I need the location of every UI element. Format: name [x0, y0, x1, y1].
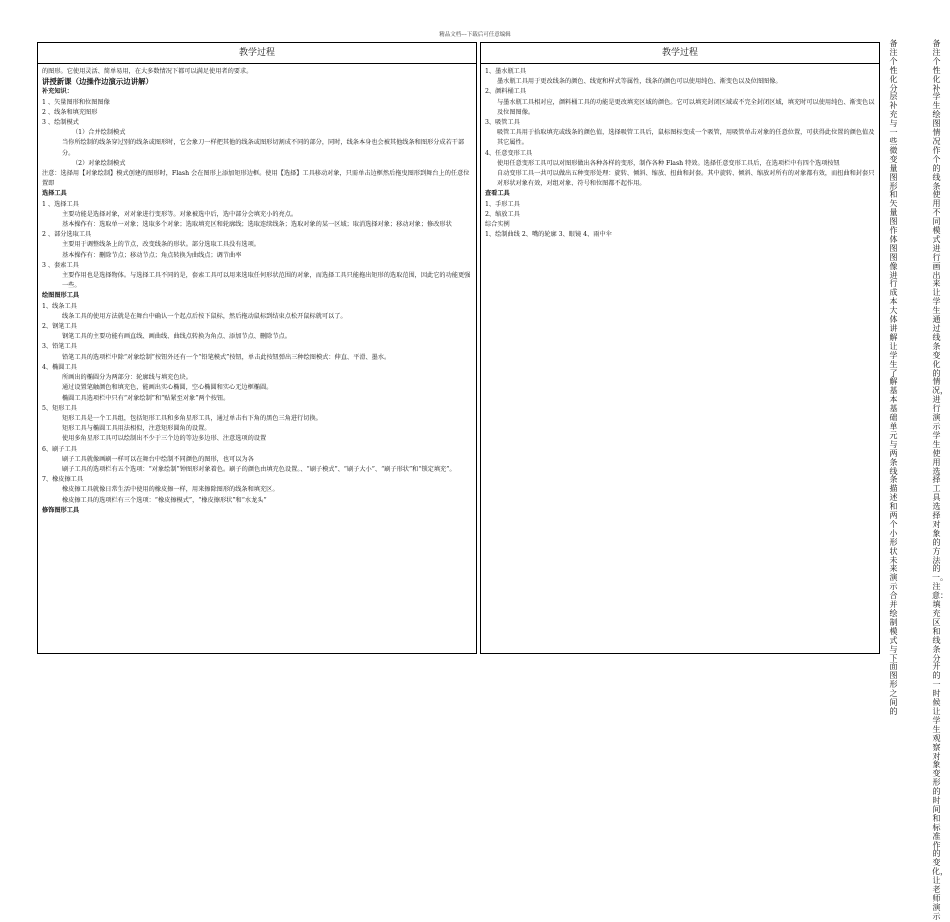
right-panel-body — [481, 64, 879, 240]
left-text-line: 椭圆工具选项栏中只有“对象绘制”和“贴紧至对象”两个按钮。 — [62, 394, 230, 402]
right-text-line: 1、墨水瓶工具 — [485, 68, 527, 75]
left-text-line: 使用多角星形工具可以绘制出不少于三个边的等边多边形、注意选项的设置 — [62, 435, 267, 443]
teaching-process-right-panel — [480, 42, 880, 654]
right-text-line: 1、绘制曲线 2、嘴的轮廓 3、眼镜 4、雨中伞 — [485, 231, 612, 239]
left-text-line: 刷子工具的选项栏有五个选项：“对象绘制”钟图形对象着色。刷子的颜色由填充色设置。、“刷子模式”、“刷子大小”、“刷子形状”和“锁定填充”。 — [62, 465, 456, 473]
right-text-line: 3、吸管工具 — [485, 119, 520, 127]
left-text-line: 铅笔工具的选项栏中除“对象绘制”按钮外还有一个“铅笔模式”按钮，单击此按钮弹出三种绘图模式：伸直、平滑、墨水。 — [62, 353, 391, 361]
right-text-line: 墨水瓶工具用于更改线条的颜色、线宽和样式等属性，线条的颜色可以使用纯色、渐变色以及位图图像。 — [497, 78, 782, 86]
right-text-line: 使用任意变形工具可以对图形做出各种各样的变形，制作各种 Flash 特效。选择任意变形工具后，在选项栏中有四个选项按钮 — [497, 159, 840, 167]
left-text-line: 当你所绘制的线条穿过别的线条或图形时，它会象刀一样把其他的线条或图形切割成不同的部分，同时，线条本身也会被其他线条和图形分成若干部分。 — [62, 139, 465, 157]
left-text-line: 5、矩形工具 — [42, 404, 77, 412]
left-text-line: 修饰图形工具 — [42, 506, 80, 514]
left-text-line: （1）合并绘制模式 — [72, 129, 126, 137]
left-text-line: 矩形工具与椭圆工具用法相似，注意矩形圆角的设置。 — [62, 425, 211, 433]
left-text-line: 1 、选择工具 — [42, 200, 79, 208]
left-text-line: （2）对象绘制模式 — [72, 159, 126, 167]
left-text-line: 1、线条工具 — [42, 302, 77, 310]
right-text-line: 综合实例 — [485, 221, 510, 229]
download-note: 精品文档---下载后可任意编辑 — [439, 32, 511, 38]
left-text-line: 主要用于调整线条上的节点，改变线条的形状。部分选取工具没有选项。 — [62, 241, 260, 249]
left-text-line: 通过设置笔触颜色和填充色，能画出实心椭圆，空心椭圆和实心无边框椭圆。 — [62, 384, 273, 392]
left-text-line: 2 、线条和填充图形 — [42, 108, 98, 116]
right-text-line: 2、缩放工具 — [485, 210, 520, 218]
left-text-line: 钢笔工具的主要功能有画直线、画曲线、曲线点转换为角点、添加节点、删除节点。 — [62, 333, 291, 341]
right-panel-header: 教学过程 — [481, 43, 879, 64]
left-text-line: 选择工具 — [42, 190, 67, 198]
left-text-line: 刷子工具就像画刷一样可以在舞台中绘制不同颜色的图形，也可以为各 — [62, 455, 254, 463]
left-text-line: 1 、矢量图形和位图图像 — [42, 98, 110, 106]
right-text-line: 4、任意变形工具 — [485, 149, 533, 157]
left-text-line: 基本操作有：删除节点；移动节点；角点转换为曲线点；调节曲率 — [62, 251, 242, 259]
left-text-line: 矩形工具是一个工具组，包括矩形工具和多角星形工具，通过单击右下角的黑色三角进行切换。 — [62, 414, 322, 422]
left-text-line: 的图形。它使用灵活、简单易用，在大多数情况下都可以满足使用者的要求。 — [42, 68, 253, 75]
left-text-line: 基本操作有：选取单一对象；选取多个对象；选取填充区和轮廓线；选取连续线条；选取对象的某一区域；取消选择对象；移动对象；修改形状 — [62, 221, 452, 229]
left-text-line: 4、椭圆工具 — [42, 363, 77, 371]
left-text-line: 线条工具的使用方法就是在舞台中确认一个起点后按下鼠标，然后拖动鼠标到结束点松开鼠标就可以了。 — [62, 312, 347, 320]
right-text-line: 自动变形工具一共可以做出五种变形处理：旋转、倾斜、缩放、扭曲和封套。其中旋转、倾斜、缩放对所有的对象都有效，而扭曲和封套只对形状对象有效，对组对象、符号和位图都不起作用。 — [497, 170, 875, 188]
left-text-line: 6、刷子工具 — [42, 445, 77, 453]
right-text-line: 与墨水瓶工具相对应，颜料桶工具的功能是更改填充区域的颜色。它可以填充封闭区域或不完全封闭区域，填充时可以使用纯色、渐变色以及位图图像。 — [497, 98, 875, 116]
left-text-line: 讲授新课（边操作边演示边讲解） — [42, 77, 153, 87]
left-text-line: 所画出的椭圆分为两部分：轮廓线与填充色块。 — [62, 374, 192, 382]
left-text-line: 主要作用也是选择物体。与选择工具不同的是，套索工具可以用来选取任何形状范围的对象，而选择工具只能拖出矩形的选取范围，因此它的功能更强一些。 — [62, 272, 471, 290]
left-text-line: 橡皮擦工具的选项栏有三个选项：“橡皮擦模式”，“橡皮擦形状”和“水龙头” — [62, 496, 267, 504]
left-text-line: 3 、绘制模式 — [42, 119, 79, 127]
remarks-column-left: 备注个性化分层补充与一些微变量图形和矢量图作体图图像进行成本大体讲解让学生了解基本基础单元与两条线条描述和两个小形状未来演示合并绘制模式与下面图形之间的 — [889, 39, 898, 716]
right-text-line: 查看工具 — [485, 190, 510, 198]
left-text-line: 2、钢笔工具 — [42, 323, 77, 331]
left-text-line: 橡皮擦工具就像日常生活中使用的橡皮擦一样，用来擦除图形的线条和填充区。 — [62, 486, 279, 494]
right-text-line: 2、颜料桶工具 — [485, 88, 527, 96]
left-text-line: 7、橡皮擦工具 — [42, 476, 84, 484]
left-text-line: 补充知识： — [42, 88, 73, 96]
left-text-line: 注意：选择用【对象绘制】模式创建的图形时，Flash 会在图形上添加矩形边框。使用【选择】工具移动对象，只需单击边框然后拖曳图形到舞台上的任意位置即 — [42, 170, 470, 188]
left-panel-body — [38, 64, 476, 516]
left-panel-header: 教学过程 — [38, 43, 476, 64]
left-text-line: 主要功能是选择对象，对对象进行变形等。对象被选中后，选中部分会填充小的亮点。 — [62, 210, 298, 218]
remarks-column-right: 备注个性化补学生绘图情况作个的线条使用不同模式进行画出来让学生通过线条变化的情况，进行演示学生使用选择工具选择对象的方法的一。注意：填充区和线条分开的一时候让学生观察对象变形的时间和标准作的变化，让老师演示 — [932, 39, 948, 921]
left-text-line: 3、铅笔工具 — [42, 343, 77, 351]
teaching-process-left-panel — [37, 42, 477, 654]
right-text-line: 吸管工具用于拾取填充或线条的颜色值，选择吸管工具后，鼠标图标变成一个吸管，用吸管单击对象的任意位置，可获得此位置的颜色值及其它属性。 — [497, 129, 875, 147]
right-text-line: 1、手形工具 — [485, 200, 520, 208]
left-text-line: 2 、部分选取工具 — [42, 231, 92, 239]
left-text-line: 绘图图形工具 — [42, 292, 80, 300]
left-text-line: 3 、套索工具 — [42, 261, 79, 269]
